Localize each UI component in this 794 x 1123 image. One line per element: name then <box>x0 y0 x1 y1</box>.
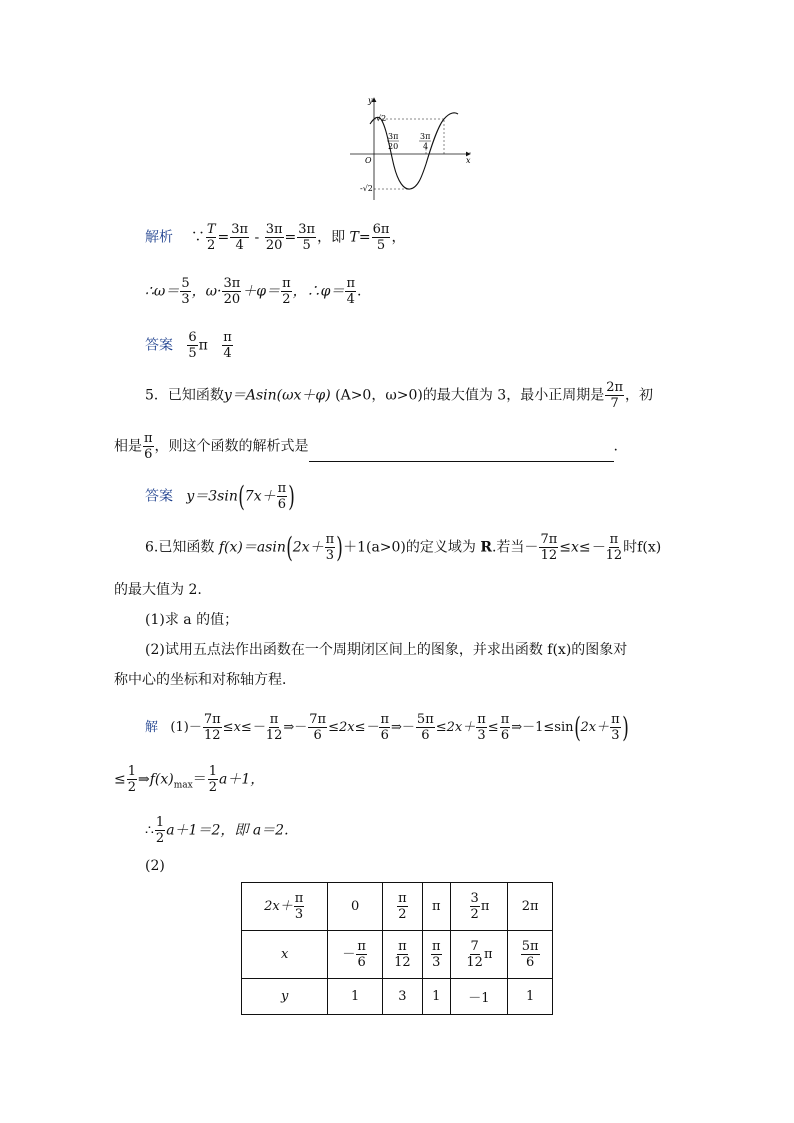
solution-q6-line1: 解 (1)－ $\frac{7\pi}{12}$ ≤x≤－ $\frac{\pi}{12}$ ⇒－ $\frac{7\pi}{6}$ ≤2x≤－ $\frac{\pi}{6}$ ⇒－ $\frac{5\pi}{6}$ ≤2x＋ $\frac{\pi}{3}$ ≤ $\frac{\pi}{6}$ ⇒－1≤sin(2x＋ $\frac{\pi}{3}$ ) <box>145 710 629 744</box>
fraction: $\frac{2\pi}{7}$ <box>606 380 624 411</box>
tick2-num: 3π <box>420 132 431 141</box>
fraction: $\frac{3\pi}{4}$ <box>231 222 249 253</box>
table-cell: 1 <box>328 979 382 1015</box>
fraction: $\frac{7\pi}{12}$ <box>540 532 558 563</box>
solution-q6-part2: (2) <box>145 858 165 874</box>
question-6-part1: (1)求 a 的值； <box>145 612 239 628</box>
table-row <box>242 931 553 979</box>
table-cell: $\frac{\pi}{3}$ <box>422 931 450 979</box>
solution-q4-line1: 解析 ∵ $\frac{T}{2}$ = $\frac{3\pi}{4}$ - $\frac{3\pi}{20}$ = $\frac{3\pi}{5}$ ，即 T= $\frac{6\pi}{5}$ ， <box>145 222 406 253</box>
table-row <box>242 883 553 931</box>
fraction: $\frac{3\pi}{20}$ <box>265 222 283 253</box>
question-5-line1: 5．已知函数y＝Asin(ωx＋φ) (A>0，ω>0)的最大值为 3，最小正周期是 $\frac{2\pi}{7}$ ，初 <box>145 380 654 411</box>
sine-graph <box>348 92 478 202</box>
answer-q5: 答案 y＝3sin(7x＋ $\frac{\pi}{6}$ ) <box>145 479 295 513</box>
table-cell: 0 <box>328 883 382 931</box>
fraction: $\frac{3\pi}{5}$ <box>298 222 316 253</box>
table-cell: x <box>242 931 328 979</box>
table-cell: － $\frac{\pi}{6}$ <box>328 931 382 979</box>
answer-label: 答案 <box>145 337 173 354</box>
table-cell: $\frac{7}{12}$ π <box>450 931 508 979</box>
x-axis-label: x <box>466 156 471 165</box>
question-5-line2: 相是 $\frac{\pi}{6}$ ，则这个函数的解析式是 . <box>114 431 618 462</box>
table-cell: π <box>422 883 450 931</box>
table-cell: 2x＋ $\frac{\pi}{3}$ <box>242 883 328 931</box>
fraction: $\frac{3\pi}{20}$ <box>223 276 241 307</box>
fraction: $\frac{\pi}{2}$ <box>282 276 291 307</box>
table-cell: $\frac{5\pi}{6}$ <box>508 931 553 979</box>
answer-blank[interactable] <box>309 445 614 462</box>
question-6-part2-b: 称中心的坐标和对称轴方程． <box>114 672 296 688</box>
table-cell: 1 <box>508 979 553 1015</box>
table-cell: $\frac{\pi}{12}$ <box>382 931 422 979</box>
fraction: $\frac{\pi}{6}$ <box>277 481 287 512</box>
five-point-table <box>241 882 553 1015</box>
table-row <box>242 979 553 1015</box>
fraction: $\frac{6}{5}$ <box>188 330 197 361</box>
fraction: $\frac{\pi}{4}$ <box>346 276 356 307</box>
table-cell: 1 <box>422 979 450 1015</box>
solution-q6-line3: ∴ $\frac{1}{2}$ a＋1＝2，即 a＝2. <box>145 815 289 846</box>
table-cell: 3 <box>382 979 422 1015</box>
tick2-den: 4 <box>423 142 429 151</box>
solution-label: 解析 <box>145 229 173 246</box>
answer-label: 答案 <box>145 488 173 505</box>
table-cell: 2π <box>508 883 553 931</box>
fraction: $\frac{\pi}{12}$ <box>605 532 623 563</box>
question-6-line1: 6.已知函数 f(x)＝asin(2x＋ $\frac{\pi}{3}$ )＋1(a>0)的定义域为 R.若当－ $\frac{7\pi}{12}$ ≤x≤－ $\frac{\pi}{12}$ 时f(x) <box>145 530 662 564</box>
fraction: $\frac{\pi}{4}$ <box>223 330 232 361</box>
fraction: $\frac{\pi}{3}$ <box>325 532 335 563</box>
fraction: $\frac{5}{3}$ <box>181 276 190 307</box>
question-6-line2: 的最大值为 2. <box>114 582 202 598</box>
solution-label: 解 <box>145 720 159 735</box>
table-cell: $\frac{\pi}{2}$ <box>382 883 422 931</box>
y-axis-label: y <box>368 96 373 105</box>
table-cell: －1 <box>450 979 508 1015</box>
sine-curve <box>370 113 458 189</box>
fraction: $\frac{\pi}{6}$ <box>144 431 153 462</box>
because-symbol: ∵ <box>190 229 205 246</box>
origin-label: O <box>365 156 372 165</box>
sqrt2-bottom-label: -√2 <box>360 184 373 193</box>
fraction: $\frac{6\pi}{5}$ <box>372 222 390 253</box>
answer-q4: 答案 $\frac{6}{5}$ π $\frac{\pi}{4}$ <box>145 330 232 361</box>
tick1-num: 3π <box>388 132 399 141</box>
tick1-den: 20 <box>388 142 399 151</box>
solution-q4-line2: ∴ω＝ $\frac{5}{3}$ ，ω· $\frac{3\pi}{20}$ ＋φ＝ $\frac{\pi}{2}$ ，∴φ＝ $\frac{\pi}{4}$ . <box>145 276 362 307</box>
question-6-part2-a: (2)试用五点法作出函数在一个周期闭区间上的图象，并求出函数 f(x)的图象对 <box>145 642 628 658</box>
solution-q6-line2: ≤ $\frac{1}{2}$ $\Rightarrow f(x)_{max}=$ $\frac{1}{2}$ a＋1， <box>114 764 265 795</box>
fraction: $\frac{T}{2}$ <box>206 222 216 253</box>
sqrt2-top-label: √2 <box>376 114 387 123</box>
table-cell: $\frac{3}{2}$ π <box>450 883 508 931</box>
table-cell: y <box>242 979 328 1015</box>
